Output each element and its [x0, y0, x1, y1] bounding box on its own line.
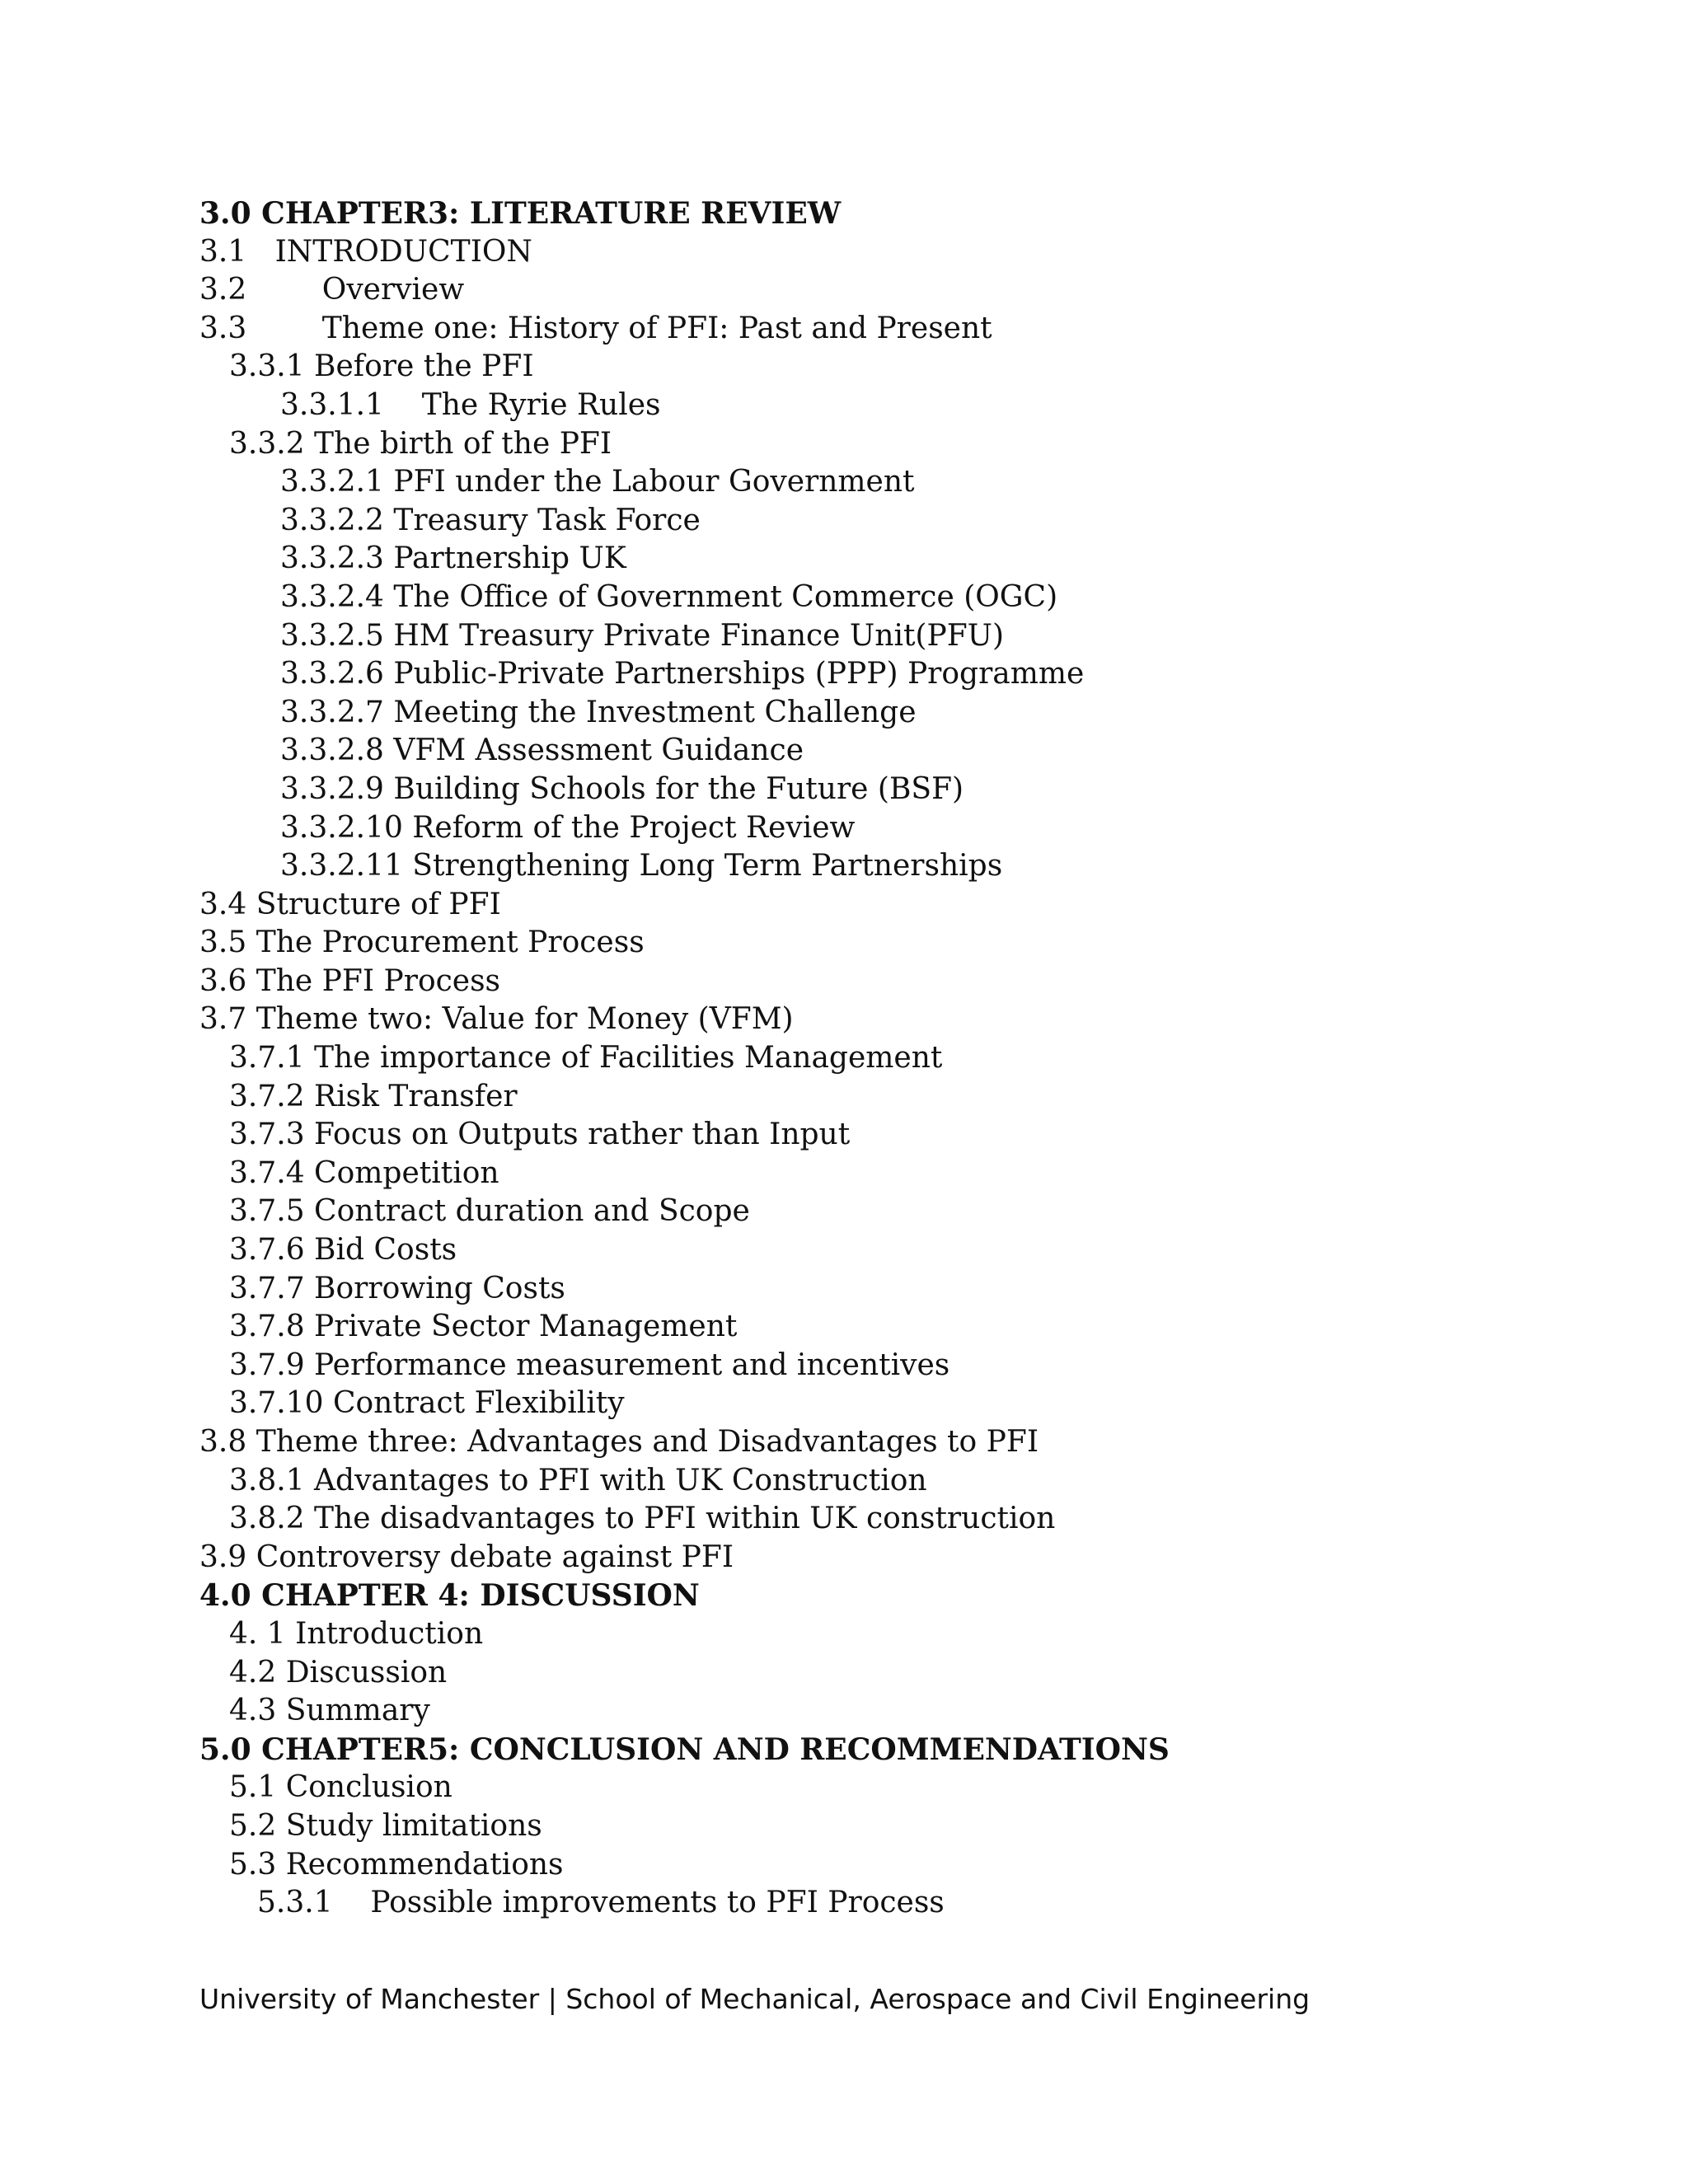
toc-entry: 3.3.2.5 HM Treasury Private Finance Unit(PFU) — [280, 618, 1005, 653]
toc-entry: 3.3.2.8 VFM Assessment Guidance — [280, 733, 804, 768]
toc-entry: 3.8 Theme three: Advantages and Disadvantages to PFI — [199, 1425, 1039, 1459]
toc-entry: 3.3.2.6 Public-Private Partnerships (PPP) Programme — [280, 657, 1085, 691]
toc-entry: 3.3.2.4 The Office of Government Commerce (OGC) — [280, 579, 1058, 614]
page-footer: University of Manchester | School of Mechanical, Aerospace and Civil Engineering — [199, 1983, 1311, 2015]
toc-entry: 3.7.1 The importance of Facilities Management — [229, 1041, 943, 1076]
toc-entry: 4.3 Summary — [229, 1694, 430, 1728]
toc-entry: 3.3.2.3 Partnership UK — [280, 541, 626, 576]
toc-entry: 3.4 Structure of PFI — [199, 887, 501, 921]
toc-entry: 3.8.1 Advantages to PFI with UK Construction — [229, 1463, 927, 1497]
toc-entry: 3.7.9 Performance measurement and incentives — [229, 1347, 950, 1382]
toc-entry: 3.9 Controversy debate against PFI — [199, 1540, 734, 1574]
toc-entry: 3.3.2.9 Building Schools for the Future (BSF) — [280, 771, 964, 806]
toc-entry: 3.3.2.11 Strengthening Long Term Partnerships — [280, 849, 1003, 883]
toc-entry: 3.6 The PFI Process — [199, 963, 501, 998]
toc-entry: 3.7.5 Contract duration and Scope — [229, 1194, 750, 1229]
toc-chapter-heading: 4.0 CHAPTER 4: DISCUSSION — [199, 1578, 700, 1614]
toc-entry: 3.7.3 Focus on Outputs rather than Input — [229, 1118, 851, 1152]
toc-entry: 3.7.2 Risk Transfer — [229, 1079, 518, 1113]
toc-entry: 3.7.4 Competition — [229, 1155, 499, 1190]
toc-entry: 3.3.2.10 Reform of the Project Review — [280, 810, 856, 845]
toc-entry: 3.3.2.2 Treasury Task Force — [280, 503, 701, 537]
toc-entry: 3.3 Theme one: History of PFI: Past and Present — [199, 311, 992, 345]
toc-chapter-heading: 3.0 CHAPTER3: LITERATURE REVIEW — [199, 196, 842, 231]
toc-entry: 3.3.2 The birth of the PFI — [229, 426, 612, 461]
toc-entry: 3.2 Overview — [199, 273, 465, 307]
toc-chapter-heading: 5.0 CHAPTER5: CONCLUSION AND RECOMMENDATIONS — [199, 1732, 1170, 1767]
toc-entry: 3.7.8 Private Sector Management — [229, 1310, 738, 1344]
toc-entry: 5.3 Recommendations — [229, 1847, 564, 1882]
toc-entry: 4.2 Discussion — [229, 1655, 448, 1690]
toc-entry: 3.3.1.1 The Ryrie Rules — [280, 387, 661, 422]
toc-entry: 3.3.2.1 PFI under the Labour Government — [280, 465, 915, 499]
toc-entry: 3.7.6 Bid Costs — [229, 1233, 457, 1268]
toc-entry: 3.7.7 Borrowing Costs — [229, 1271, 565, 1305]
toc-entry: 3.7.10 Contract Flexibility — [229, 1386, 625, 1421]
toc-entry: 4. 1 Introduction — [229, 1616, 484, 1651]
toc-entry: 3.3.2.7 Meeting the Investment Challenge — [280, 695, 917, 729]
toc-entry: 3.1 INTRODUCTION — [199, 234, 532, 269]
toc-entry: 5.2 Study limitations — [229, 1808, 542, 1843]
toc-entry: 5.3.1 Possible improvements to PFI Process — [257, 1886, 945, 1920]
table-of-contents — [199, 194, 1601, 1923]
toc-entry: 3.3.1 Before the PFI — [229, 349, 534, 384]
toc-entry: 3.5 The Procurement Process — [199, 926, 645, 960]
toc-entry: 5.1 Conclusion — [229, 1770, 452, 1805]
toc-entry: 3.8.2 The disadvantages to PFI within UK construction — [229, 1502, 1056, 1536]
toc-entry: 3.7 Theme two: Value for Money (VFM) — [199, 1002, 794, 1037]
